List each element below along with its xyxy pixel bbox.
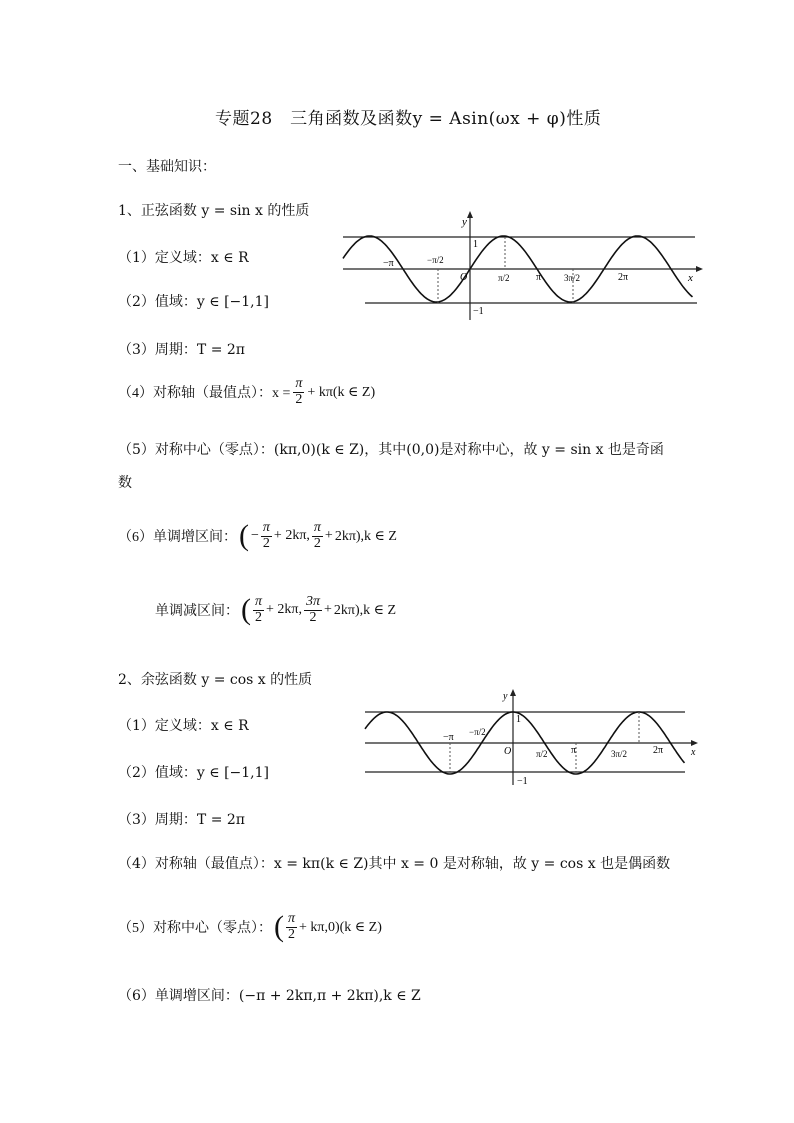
three-half-pi-label: 3π/2 <box>564 273 581 283</box>
minus-sign: − <box>251 528 259 543</box>
cos-axis-line: （4）对称轴（最值点）：x = kπ(k ∈ Z)其中 x = 0 是对称轴，故 y = cos x 也是偶函数 <box>118 856 671 872</box>
sin-domain: （1）定义域：x ∈ R <box>118 250 249 266</box>
sin-dec-frac-1 <box>253 595 264 625</box>
plus-term: + 2kπ, <box>266 602 302 617</box>
three-half-pi-label: 3π/2 <box>611 749 628 759</box>
neg-one-label: −1 <box>473 306 484 317</box>
y-label: y <box>462 216 467 228</box>
sin-axis-row <box>118 372 375 412</box>
neg-half-pi-label: −π/2 <box>469 727 486 737</box>
neg-half-pi-label: −π/2 <box>427 255 444 265</box>
cos-inc-line: （6）单调增区间：(−π + 2kπ,π + 2kπ),k ∈ Z <box>118 988 421 1004</box>
paren-open: ( <box>241 593 251 626</box>
sin-heading: 1、正弦函数 y = sin x 的性质 <box>118 203 310 219</box>
sin-axis-tail: + kπ(k ∈ Z) <box>307 384 376 400</box>
y-axis-arrow <box>510 689 516 696</box>
cos-center-row <box>118 905 382 949</box>
x-axis-arrow <box>696 266 703 272</box>
y-label: y <box>503 691 508 702</box>
two-pi-label: 2π <box>653 745 664 756</box>
cosine-graph <box>355 685 710 790</box>
x-label: x <box>688 272 693 284</box>
cos-center-frac <box>286 912 297 942</box>
sin-inc-frac-1 <box>261 521 272 551</box>
frac-den: 2 <box>288 926 295 942</box>
cos-center-label: （5）对称中心（零点）： <box>118 921 272 936</box>
sin-inc-row <box>118 514 397 558</box>
half-pi-label: π/2 <box>498 273 510 283</box>
origin-label: O <box>460 272 468 283</box>
frac-num: 3π <box>305 593 320 609</box>
frac-num: π <box>288 910 296 926</box>
frac-num: π <box>255 593 263 609</box>
page-title: 专题28 三角函数及函数y = Asin(ωx + φ)性质 <box>215 109 602 129</box>
sin-period: （3）周期：T = 2π <box>118 342 245 358</box>
y-axis-arrow <box>467 211 473 218</box>
cos-domain: （1）定义域：x ∈ R <box>118 718 249 734</box>
section-heading: 一、基础知识： <box>118 159 216 175</box>
neg-one-label: −1 <box>517 776 528 787</box>
neg-pi-label: −π <box>383 258 394 269</box>
sin-axis-frac-den: 2 <box>295 391 303 407</box>
sin-inc-tail: 2kπ),k ∈ Z <box>334 528 397 544</box>
origin-label: O <box>504 746 512 757</box>
one-label: 1 <box>516 714 521 725</box>
cos-range: （2）值域：y ∈ [−1,1] <box>118 765 269 781</box>
frac-num: π <box>313 519 321 535</box>
neg-pi-label: −π <box>443 732 454 743</box>
one-label: 1 <box>473 239 478 250</box>
paren-open: ( <box>239 519 249 552</box>
sin-dec-tail: 2kπ),k ∈ Z <box>333 602 397 618</box>
cos-period: （3）周期：T = 2π <box>118 812 245 828</box>
cos-heading: 2、余弦函数 y = cos x 的性质 <box>118 672 313 688</box>
sin-inc-label: （6）单调增区间： <box>118 530 237 545</box>
cos-center-tail: + kπ,0)(k ∈ Z) <box>299 919 382 935</box>
sin-dec-label: 单调减区间： <box>155 604 239 619</box>
sin-range: （2）值域：y ∈ [−1,1] <box>118 294 269 310</box>
frac-num: π <box>262 519 270 535</box>
sin-axis-frac-num: π <box>295 375 303 391</box>
paren-open: ( <box>274 910 284 943</box>
sin-dec-row <box>155 588 396 632</box>
plus-term: + 2kπ, <box>273 528 310 543</box>
plus-sign: + <box>324 602 332 617</box>
x-axis-arrow <box>691 740 698 746</box>
x-label: x <box>691 747 696 758</box>
pi-label: π <box>536 272 542 283</box>
sin-axis-label: （4）对称轴（最值点）：x = <box>118 386 291 401</box>
frac-den: 2 <box>262 535 270 551</box>
sin-axis-fraction <box>293 377 304 407</box>
half-pi-label: π/2 <box>536 749 548 759</box>
sine-graph <box>335 205 710 330</box>
pi-label: π <box>571 745 577 756</box>
two-pi-label: 2π <box>618 272 629 283</box>
frac-den: 2 <box>255 609 262 625</box>
frac-den: 2 <box>313 535 321 551</box>
sin-dec-frac-2 <box>304 595 322 625</box>
sin-center-line: （5）对称中心（零点）：(kπ,0)(k ∈ Z)，其中(0,0)是对称中心，故 y = sin x 也是奇函 <box>118 442 664 458</box>
sin-inc-frac-2 <box>312 521 323 551</box>
frac-den: 2 <box>309 609 317 625</box>
plus-sign: + <box>324 528 333 543</box>
sin-center-wrap: 数 <box>118 475 132 491</box>
